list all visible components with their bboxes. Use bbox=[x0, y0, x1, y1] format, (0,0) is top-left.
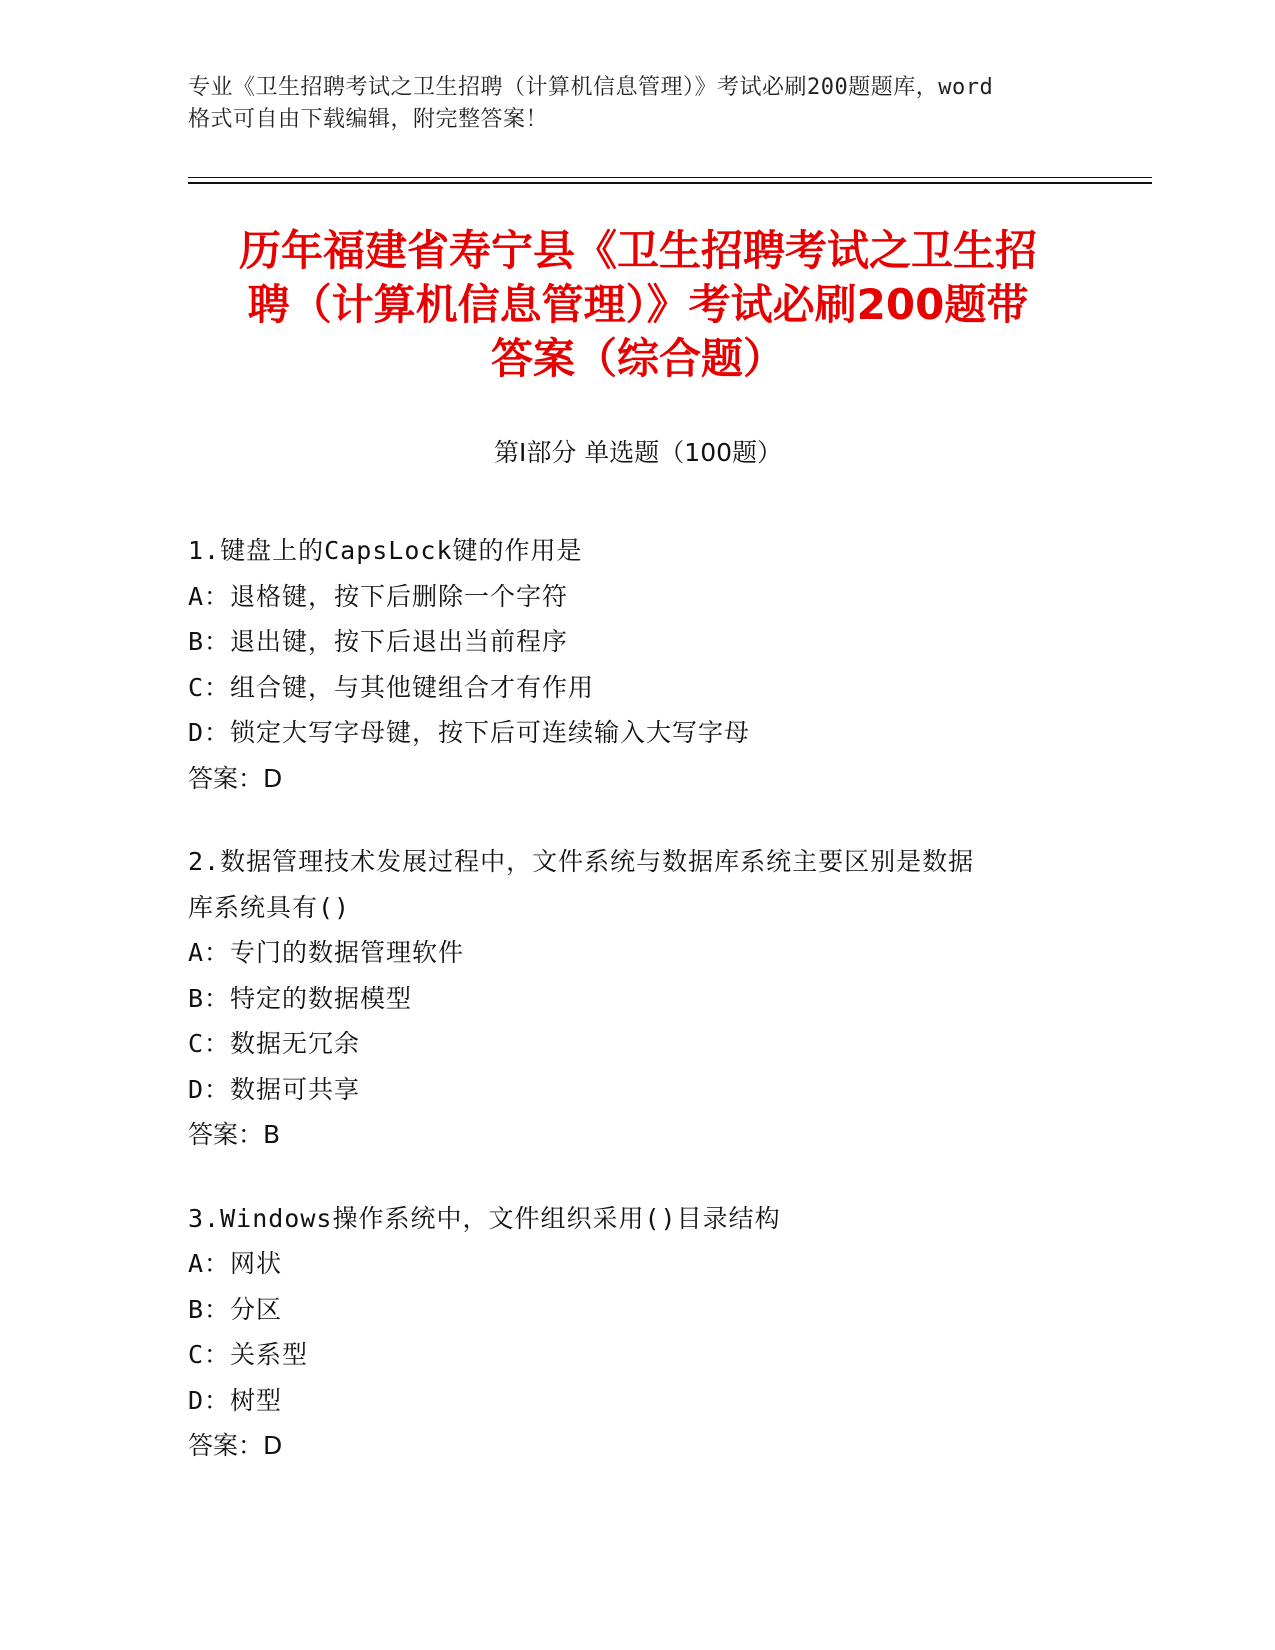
title-line: 历年福建省寿宁县《卫生招聘考试之卫生招 bbox=[238, 226, 1037, 275]
option-c: C：组合键，与其他键组合才有作用 bbox=[188, 672, 595, 702]
header-divider-thin bbox=[188, 177, 1152, 178]
option-d: D：数据可共享 bbox=[188, 1074, 361, 1104]
answer-line: 答案：D bbox=[188, 763, 283, 793]
option-b: B：特定的数据模型 bbox=[188, 983, 413, 1013]
question-stem-continued: 库系统具有() bbox=[188, 892, 351, 922]
question-item bbox=[188, 528, 1088, 801]
section-title: 第Ⅰ部分 单选题（100题） bbox=[493, 438, 783, 467]
option-a: A：退格键，按下后删除一个字符 bbox=[188, 581, 569, 611]
question-item bbox=[188, 1196, 1088, 1469]
header-note bbox=[188, 72, 1088, 136]
option-d: D：树型 bbox=[188, 1385, 283, 1415]
question-item bbox=[188, 839, 1088, 1158]
document-title bbox=[188, 224, 1088, 386]
header-note-line: 格式可自由下载编辑，附完整答案！ bbox=[188, 107, 549, 132]
option-c: C：关系型 bbox=[188, 1340, 309, 1369]
question-stem: 2.数据管理技术发展过程中，文件系统与数据库系统主要区别是数据 bbox=[188, 847, 975, 876]
header-note-line: 专业《卫生招聘考试之卫生招聘（计算机信息管理）》考试必刷200题题库，word bbox=[188, 75, 994, 100]
question-stem: 1.键盘上的CapsLock键的作用是 bbox=[188, 536, 583, 565]
header-divider-thick bbox=[188, 182, 1152, 184]
title-line: 答案（综合题） bbox=[490, 334, 785, 383]
title-line: 聘（计算机信息管理）》考试必刷200题带 bbox=[247, 280, 1029, 329]
option-b: B：退出键，按下后退出当前程序 bbox=[188, 627, 569, 656]
question-list bbox=[188, 528, 1088, 1507]
option-a: A：专门的数据管理软件 bbox=[188, 938, 465, 967]
option-b: B：分区 bbox=[188, 1294, 283, 1324]
question-stem: 3.Windows操作系统中，文件组织采用()目录结构 bbox=[188, 1203, 781, 1233]
option-d: D：锁定大写字母键，按下后可连续输入大写字母 bbox=[188, 718, 751, 747]
option-c: C：数据无冗余 bbox=[188, 1029, 361, 1058]
option-a: A：网状 bbox=[188, 1249, 283, 1278]
answer-line: 答案：D bbox=[188, 1431, 283, 1460]
answer-line: 答案：B bbox=[188, 1120, 281, 1149]
